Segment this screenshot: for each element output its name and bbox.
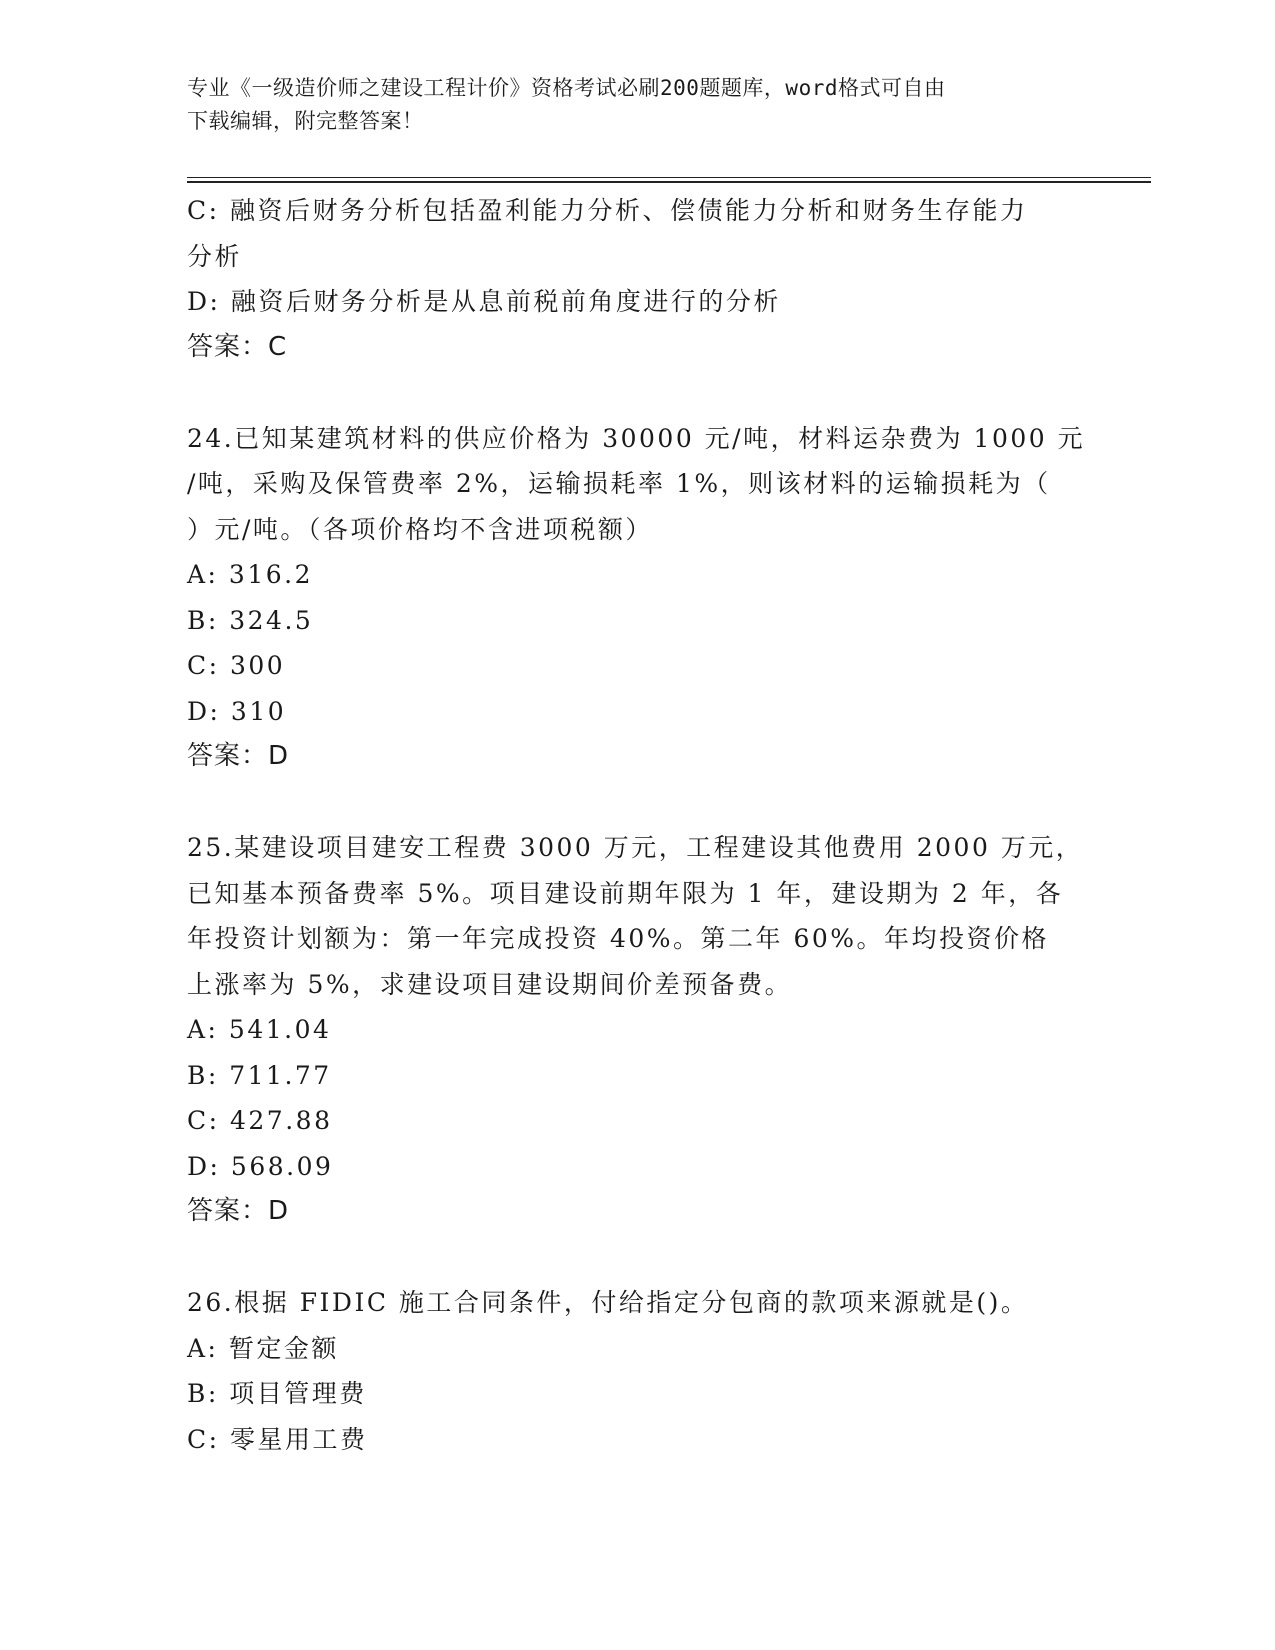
q26-option-a: A: 暂定金额 [187, 1333, 339, 1363]
q25-stem-line-3: 年投资计划额为：第一年完成投资 40%。第二年 60%。年均投资价格 [187, 924, 1050, 953]
q25-option-c: C: 427.88 [187, 1106, 333, 1135]
q24-option-a: A: 316.2 [187, 560, 313, 589]
header-divider-thin [187, 177, 1151, 178]
q24-option-b: B: 324.5 [187, 605, 314, 635]
q23-option-d: D: 融资后财务分析是从息前税前角度进行的分析 [187, 287, 781, 316]
q25-option-a: A: 541.04 [187, 1015, 332, 1044]
q24-stem-line-3: ）元/吨。（各项价格均不含进项税额） [187, 514, 653, 544]
spacer [187, 780, 1087, 826]
q23-option-c-line-1: C: 融资后财务分析包括盈利能力分析、偿债能力分析和财务生存能力 [187, 196, 1028, 225]
question-25 [187, 825, 1087, 1235]
q25-answer: 答案：D [187, 1196, 290, 1226]
q23-answer: 答案：C [187, 331, 288, 362]
spacer [187, 370, 1087, 416]
question-24 [187, 416, 1087, 780]
spacer [187, 1235, 1087, 1281]
question-23 [187, 188, 1087, 370]
q25-stem-line-1: 25.某建设项目建安工程费 3000 万元，工程建设其他费用 2000 万元， [187, 833, 1084, 862]
q26-option-b: B: 项目管理费 [187, 1379, 367, 1408]
header-line-1: 专业《一级造价师之建设工程计价》资格考试必刷200题题库，word格式可自由 [187, 76, 946, 100]
q24-stem-line-1: 24.已知某建筑材料的供应价格为 30000 元/吨，材料运杂费为 1000 元 [187, 423, 1086, 453]
q25-option-d: D: 568.09 [187, 1151, 334, 1181]
header-divider-thick [187, 181, 1151, 183]
header-line-2: 下载编辑，附完整答案！ [187, 109, 424, 133]
q25-option-b: B: 711.77 [187, 1060, 332, 1090]
q24-answer: 答案：D [187, 741, 290, 771]
q26-option-c: C: 零星用工费 [187, 1424, 368, 1454]
q24-stem-line-2: /吨，采购及保管费率 2%，运输损耗率 1%，则该材料的运输损耗为（ [187, 469, 1051, 498]
question-content [187, 188, 1087, 1462]
q26-stem-line-1: 26.根据 FIDIC 施工合同条件，付给指定分包商的款项来源就是()。 [187, 1288, 1029, 1317]
q24-option-d: D: 310 [187, 696, 287, 726]
page-header [187, 72, 1087, 138]
q23-option-c-line-2: 分析 [187, 241, 243, 271]
q25-stem-line-4: 上涨率为 5%，求建设项目建设期间价差预备费。 [187, 969, 793, 999]
question-26 [187, 1280, 1087, 1462]
q25-stem-line-2: 已知基本预备费率 5%。项目建设前期年限为 1 年，建设期为 2 年，各 [187, 878, 1064, 908]
q24-option-c: C: 300 [187, 651, 286, 680]
